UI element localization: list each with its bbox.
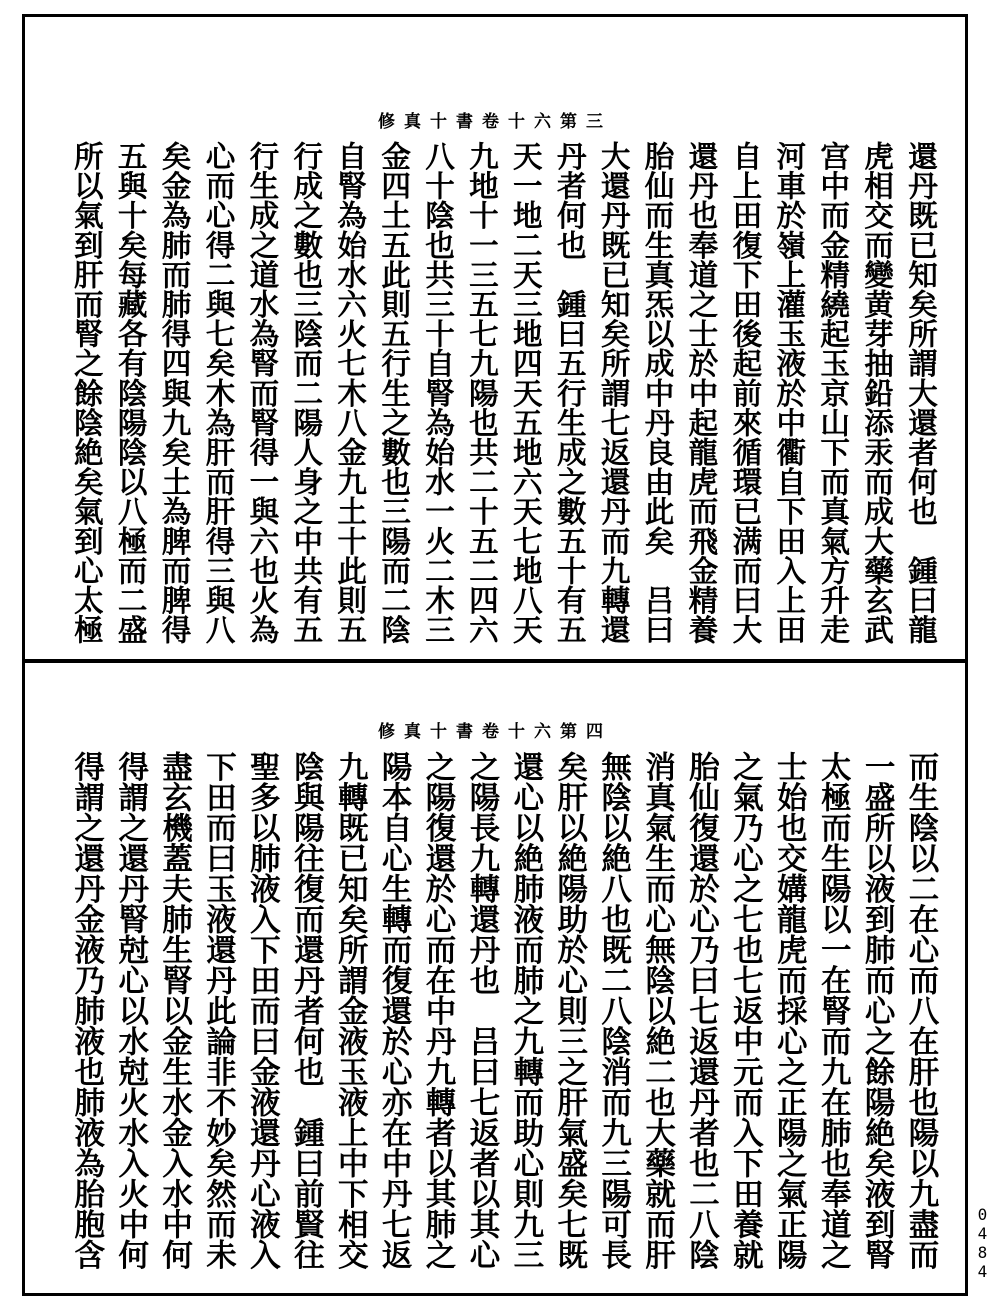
text-column: 還丹也奉道之士於中起龍虎而飛金精養 bbox=[684, 141, 720, 645]
text-column: 九轉既已知矣所謂金液玉液上中下相交 bbox=[332, 751, 369, 1270]
text-column: 八十陰也共三十自腎為始水一火二木三 bbox=[421, 141, 457, 645]
text-column: 陽本自心生轉而復還於心亦在中丹七返 bbox=[376, 751, 413, 1270]
text-column: 盡玄機蓋夫肺生腎以金生水金入水中何 bbox=[156, 751, 193, 1270]
text-column: 大還丹既已知矣所謂七返還丹而九轉還 bbox=[596, 141, 632, 645]
text-column: 河車於嶺上灌玉液於中衢自下田入上田 bbox=[772, 141, 808, 645]
text-column: 五與十矣每藏各有陰陽陰以八極而二盛 bbox=[113, 141, 149, 645]
text-column: 太極而生陽以一在腎而九在肺也奉道之 bbox=[815, 751, 852, 1270]
text-column: 之陽復還於心而在中丹九轉者以其肺之 bbox=[420, 751, 457, 1270]
text-column: 還丹既已知矣所謂大還者何也 鍾曰龍 bbox=[904, 141, 939, 645]
text-column: 所以氣到肝而腎之餘陰絶矣氣到心太極 bbox=[69, 141, 105, 645]
text-column: 得謂之還丹腎尅心以水尅火水入火中何 bbox=[112, 751, 149, 1270]
text-column: 而生陰以二在心而八在肝也陽以九盡而 bbox=[903, 751, 939, 1270]
top-page-panel bbox=[22, 14, 968, 662]
text-column: 金四土五此則五行生之數也三陽而二陰 bbox=[377, 141, 413, 645]
text-column: 聖多以肺液入下田而曰金液還丹心液入 bbox=[244, 751, 281, 1270]
text-column: 還心以絶肺液而肺之九轉而助心則九三 bbox=[507, 751, 544, 1270]
text-column: 自上田復下田後起前來循環已满而曰大 bbox=[728, 141, 764, 645]
text-column: 下田而曰玉液還丹此論非不妙矣然而未 bbox=[200, 751, 237, 1270]
text-column: 矣肝以絶陽助於心則三之肝氣盛矣七既 bbox=[551, 751, 588, 1270]
text-columns bbox=[65, 751, 943, 1276]
text-column: 無陰以絶八也既二八陰消而九三陽可長 bbox=[595, 751, 632, 1270]
page-header: 修真十書卷十六第三 bbox=[378, 112, 612, 132]
text-columns bbox=[65, 141, 943, 646]
text-column: 之陽長九轉還丹也 吕曰七返者以其心 bbox=[463, 751, 500, 1270]
page-header: 修真十書卷十六第四 bbox=[378, 722, 612, 742]
text-column: 之氣乃心之七也七返中元而入下田養就 bbox=[727, 751, 764, 1270]
text-column: 得謂之還丹金液乃肺液也肺液為胎胞含 bbox=[68, 751, 105, 1270]
text-column: 士始也交媾龍虎而採心之正陽之氣正陽 bbox=[771, 751, 808, 1270]
page-number: 0484 bbox=[973, 1205, 992, 1281]
text-column: 一盛所以液到肺而心之餘陽絶矣液到腎 bbox=[859, 751, 896, 1270]
text-column: 行成之數也三陰而二陽人身之中共有五 bbox=[289, 141, 325, 645]
text-column: 胎仙復還於心乃曰七返還丹者也二八陰 bbox=[683, 751, 720, 1270]
text-column: 陰與陽往復而還丹者何也 鍾曰前賢往 bbox=[288, 751, 325, 1270]
text-column: 胎仙而生真炁以成中丹良由此矣 吕曰 bbox=[640, 141, 676, 645]
text-column: 自腎為始水六火七木八金九土十此則五 bbox=[333, 141, 369, 645]
text-column: 消真氣生而心無陰以絶二也大藥就而肝 bbox=[639, 751, 676, 1270]
text-column: 宫中而金精繞起玉京山下而真氣方升走 bbox=[816, 141, 852, 645]
text-column: 虎相交而變黄芽抽鉛添汞而成大藥玄武 bbox=[860, 141, 896, 645]
text-column: 天一地二天三地四天五地六天七地八天 bbox=[508, 141, 544, 645]
text-column: 行生成之道水為腎而腎得一與六也火為 bbox=[245, 141, 281, 645]
text-column: 九地十一三五七九陽也共二十五二四六 bbox=[464, 141, 500, 645]
text-column: 矣金為肺而肺得四與九矣土為脾而脾得 bbox=[157, 141, 193, 645]
text-column: 丹者何也 鍾曰五行生成之數五十有五 bbox=[552, 141, 588, 645]
bottom-page-panel bbox=[22, 660, 968, 1296]
text-column: 心而心得二與七矣木為肝而肝得三與八 bbox=[201, 141, 237, 645]
